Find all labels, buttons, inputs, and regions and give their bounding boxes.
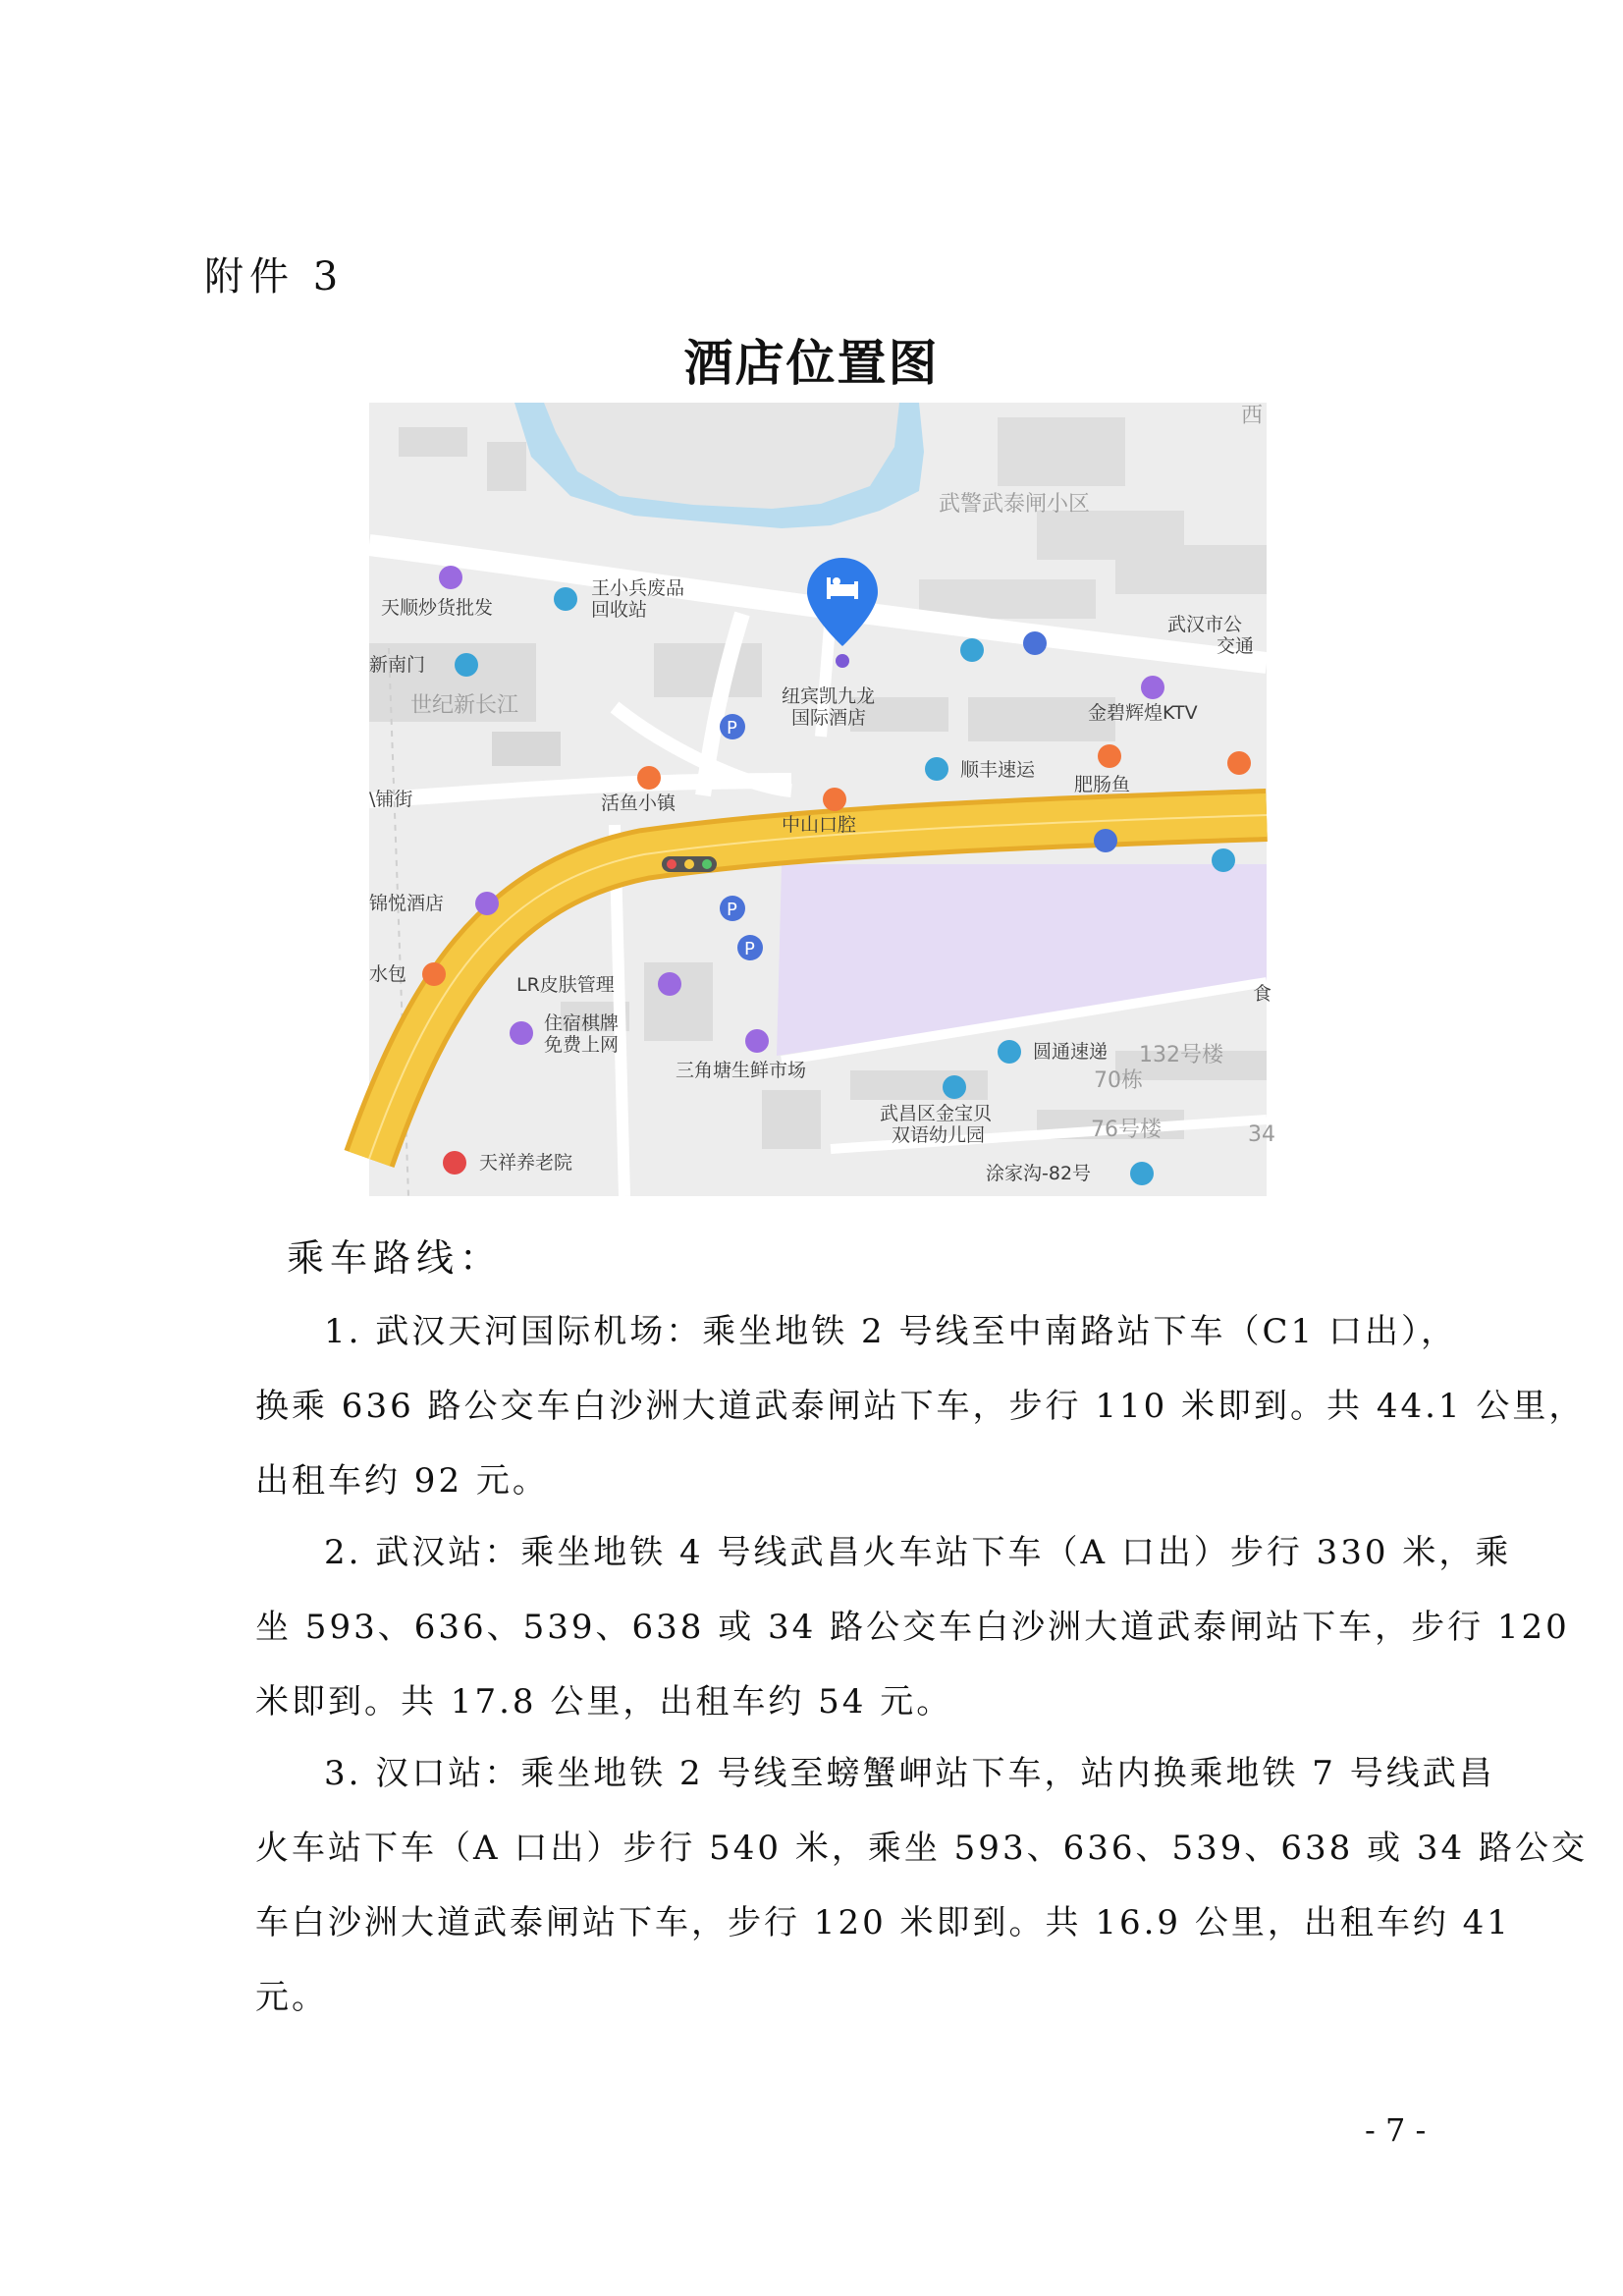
route-line: 2. 武汉站：乘坐地铁 4 号线武昌火车站下车（A 口出）步行 330 米，乘	[324, 1533, 1512, 1572]
map-label: 顺丰速运	[960, 759, 1036, 781]
route-line: 火车站下车（A 口出）步行 540 米，乘坐 593、636、539、638 或 34 路公交	[255, 1829, 1588, 1868]
bus-stop-icon	[1094, 829, 1117, 852]
svg-text:P: P	[744, 939, 755, 959]
map-label: 三角塘生鲜市场	[676, 1060, 807, 1081]
building-icon	[455, 653, 478, 677]
map-label: 武汉市公	[1167, 614, 1243, 635]
map-label: 免费上网	[544, 1034, 620, 1056]
map-label: 肥肠鱼	[1074, 774, 1131, 795]
map-label: 交通	[1217, 635, 1255, 657]
map-label: 76号楼	[1091, 1118, 1162, 1142]
hotel-location-map	[369, 403, 1275, 1196]
map-label: 武昌区金宝贝	[880, 1103, 993, 1124]
map-label: 武警武泰闸小区	[939, 492, 1091, 517]
map-label: 世纪新长江	[410, 693, 519, 718]
beauty-icon	[658, 972, 681, 996]
express-icon	[1212, 848, 1235, 872]
map-label: 食	[1253, 983, 1272, 1005]
route-line: 换乘 636 路公交车白沙洲大道武泰闸站下车，步行 110 米即到。共 44.1 公里，	[255, 1387, 1586, 1426]
parking-icon	[720, 896, 745, 921]
hotel-name-label: 纽宾凯九龙	[782, 685, 876, 707]
ktv-icon	[1141, 676, 1164, 699]
route-line: 3. 汉口站：乘坐地铁 2 号线至螃蟹岬站下车，站内换乘地铁 7 号线武昌	[324, 1754, 1495, 1793]
map-label: 天顺炒货批发	[381, 597, 494, 619]
map-label: 锦悦酒店	[369, 893, 445, 914]
clinic-icon	[823, 788, 846, 811]
route-line: 出租车约 92 元。	[255, 1461, 549, 1501]
map-label: 王小兵废品	[591, 577, 685, 599]
building-icon	[1130, 1162, 1154, 1185]
market-icon	[745, 1029, 769, 1053]
svg-text:P: P	[727, 900, 737, 920]
route-item	[255, 1515, 1570, 1739]
restaurant-icon	[422, 962, 446, 986]
restaurant-icon	[1227, 751, 1251, 775]
express-icon	[925, 757, 948, 781]
map-label: 活鱼小镇	[601, 793, 676, 814]
map-label: \铺街	[369, 789, 413, 810]
attachment-label: 附件 3	[204, 254, 345, 300]
page-title: 酒店位置图	[683, 334, 940, 392]
routes-heading: 乘车路线：	[287, 1236, 504, 1280]
map-label: 新南门	[369, 654, 426, 676]
route-line: 1. 武汉天河国际机场：乘坐地铁 2 号线至中南路站下车（C1 口出），	[324, 1312, 1457, 1351]
map-label: 中山口腔	[782, 814, 857, 836]
traffic-light-icon	[662, 856, 717, 872]
chess-icon	[510, 1021, 533, 1045]
bus-stop-icon	[1023, 631, 1047, 655]
school-icon	[943, 1075, 966, 1099]
map-label: 涂家沟-82号	[986, 1163, 1092, 1184]
shop-icon	[439, 566, 462, 589]
route-line: 车白沙洲大道武泰闸站下车，步行 120 米即到。共 16.9 公里，出租车约 41	[255, 1903, 1511, 1942]
map-label: 双语幼儿园	[892, 1124, 986, 1146]
map-label: 34	[1248, 1122, 1275, 1147]
express-icon	[998, 1040, 1021, 1064]
map-label: 132号楼	[1139, 1043, 1223, 1067]
restaurant-icon	[1098, 744, 1121, 768]
hotel-icon	[475, 892, 499, 915]
map-label: 天祥养老院	[479, 1152, 573, 1174]
page-number: - 7 -	[1365, 2111, 1427, 2149]
route-item	[255, 1736, 1588, 2035]
route-line: 元。	[255, 1978, 328, 2017]
route-line: 坐 593、636、539、638 或 34 路公交车白沙洲大道武泰闸站下车，步行 120	[255, 1608, 1570, 1647]
route-line: 米即到。共 17.8 公里，出租车约 54 元。	[255, 1682, 953, 1722]
hotel-name-label: 国际酒店	[791, 707, 867, 729]
svg-text:P: P	[727, 718, 737, 738]
map-label: 回收站	[591, 599, 648, 621]
parking-icon	[737, 935, 763, 960]
nursing-home-icon	[443, 1151, 466, 1175]
express-icon	[960, 638, 984, 662]
map-label: 住宿棋牌	[544, 1012, 620, 1034]
parking-icon	[720, 714, 745, 739]
map-label: 圆通速递	[1033, 1041, 1109, 1063]
restaurant-icon	[637, 766, 661, 790]
map-label: 水包	[369, 963, 407, 985]
recycle-icon	[554, 587, 577, 611]
map-label: LR皮肤管理	[516, 974, 615, 996]
map-label: 70栋	[1094, 1068, 1143, 1093]
route-item	[255, 1294, 1586, 1518]
map-label: 西	[1241, 404, 1264, 428]
map-label: 金碧辉煌KTV	[1088, 702, 1198, 724]
